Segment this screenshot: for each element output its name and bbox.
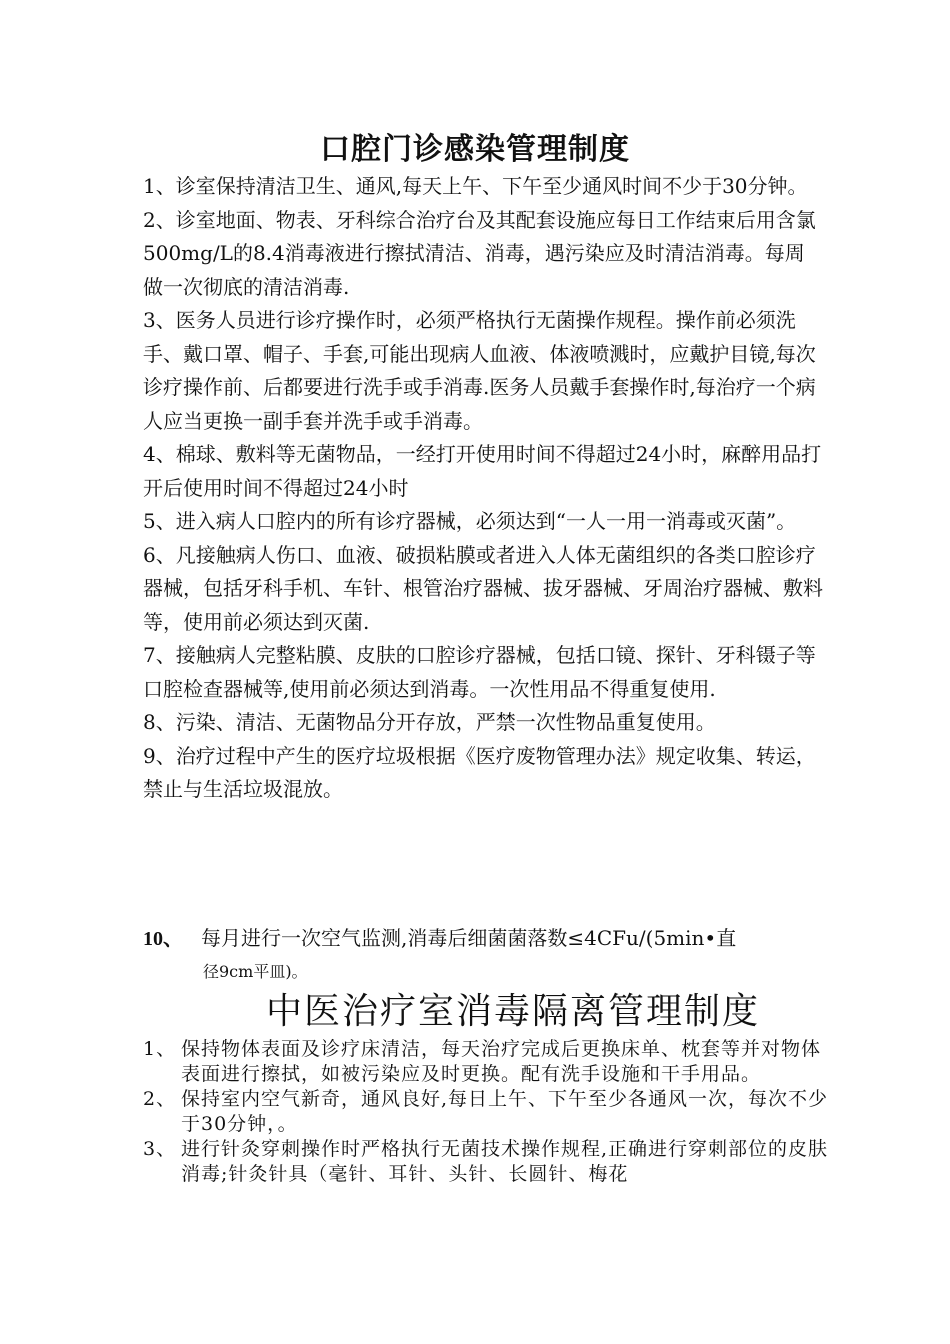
section1-item-10 xyxy=(143,922,823,955)
section2-item-number: 3、 xyxy=(143,1138,177,1160)
section1-item-8: 8、污染、清洁、无菌物品分开存放，严禁一次性物品重复使用。 xyxy=(143,710,716,734)
section1-item-2: 2、诊室地面、物表、牙科综合治疗台及其配套设施应每日工作结束后用含氯500mg/L的8.4消毒液进行擦拭清洁、消毒，遇污染应及时清洁消毒。每周做一次彻底的清洁消毒. xyxy=(143,207,816,299)
section1-title: 口腔门诊感染管理制度 xyxy=(320,132,630,167)
section1-item-1: 1、诊室保持清洁卫生、通风,每天上午、下午至少通风时间不少于30分钟。 xyxy=(143,174,808,198)
section2-item-1 xyxy=(143,1037,833,1087)
section1-body xyxy=(143,170,823,807)
section2-title: 中医治疗室消毒隔离管理制度 xyxy=(265,991,760,1032)
item-10-text: 每月进行一次空气监测,消毒后细菌菌落数≤4CFu/(5min•直 xyxy=(201,926,737,950)
section2-item-number: 1、 xyxy=(143,1038,177,1060)
section1-item-7: 7、接触病人完整粘膜、皮肤的口腔诊疗器械，包括口镜、探针、牙科镊子等口腔检查器械等,使用前必须达到消毒。一次性用品不得重复使用. xyxy=(143,643,816,701)
section1-item-9: 9、治疗过程中产生的医疗垃圾根据《医疗废物管理办法》规定收集、转运，禁止与生活垃圾混放。 xyxy=(143,743,816,801)
section1-item-4: 4、棉球、敷料等无菌物品，一经打开使用时间不得超过24小时，麻醉用品打开后使用时间不得超过24小时 xyxy=(143,442,822,500)
section2-body xyxy=(143,1037,833,1187)
section2-item-3 xyxy=(143,1137,833,1187)
section2-item-number: 2、 xyxy=(143,1088,177,1110)
section1-item-6: 6、凡接触病人伤口、血液、破损粘膜或者进入人体无菌组织的各类口腔诊疗器械，包括牙科手机、车针、根管治疗器械、拔牙器械、牙周治疗器械、敷料等，使用前必须达到灭菌. xyxy=(143,542,823,634)
section2-item-2 xyxy=(143,1087,833,1137)
item-10-number: 10、 xyxy=(143,928,183,950)
item-10-text-continued: 径9cm平皿)。 xyxy=(203,962,308,981)
section1-item-5: 5、进入病人口腔内的所有诊疗器械，必须达到“一人一用一消毒或灭菌”。 xyxy=(143,509,797,533)
section2-item-text: 保持物体表面及诊疗床清洁，每天治疗完成后更换床单、枕套等并对物体表面进行擦拭，如被污染应及时更换。配有洗手设施和干手用品。 xyxy=(181,1038,822,1085)
section2-item-text: 进行针灸穿刺操作时严格执行无菌技术操作规程,正确进行穿刺部位的皮肤消毒;针灸针具（毫针、耳针、头针、长圆针、梅花 xyxy=(181,1138,829,1185)
section1-item-3: 3、医务人员进行诊疗操作时，必须严格执行无菌操作规程。操作前必须洗手、戴口罩、帽子、手套,可能出现病人血液、体液喷溅时，应戴护目镜,每次诊疗操作前、后都要进行洗手或手消毒.医务人员戴手套操作时,每治疗一个病人应当更换一副手套并洗手或手消毒。 xyxy=(143,308,816,433)
section2-item-text: 保持室内空气新奇，通风良好,每日上午、下午至少各通风一次，每次不少于30分钟，。 xyxy=(181,1088,829,1135)
